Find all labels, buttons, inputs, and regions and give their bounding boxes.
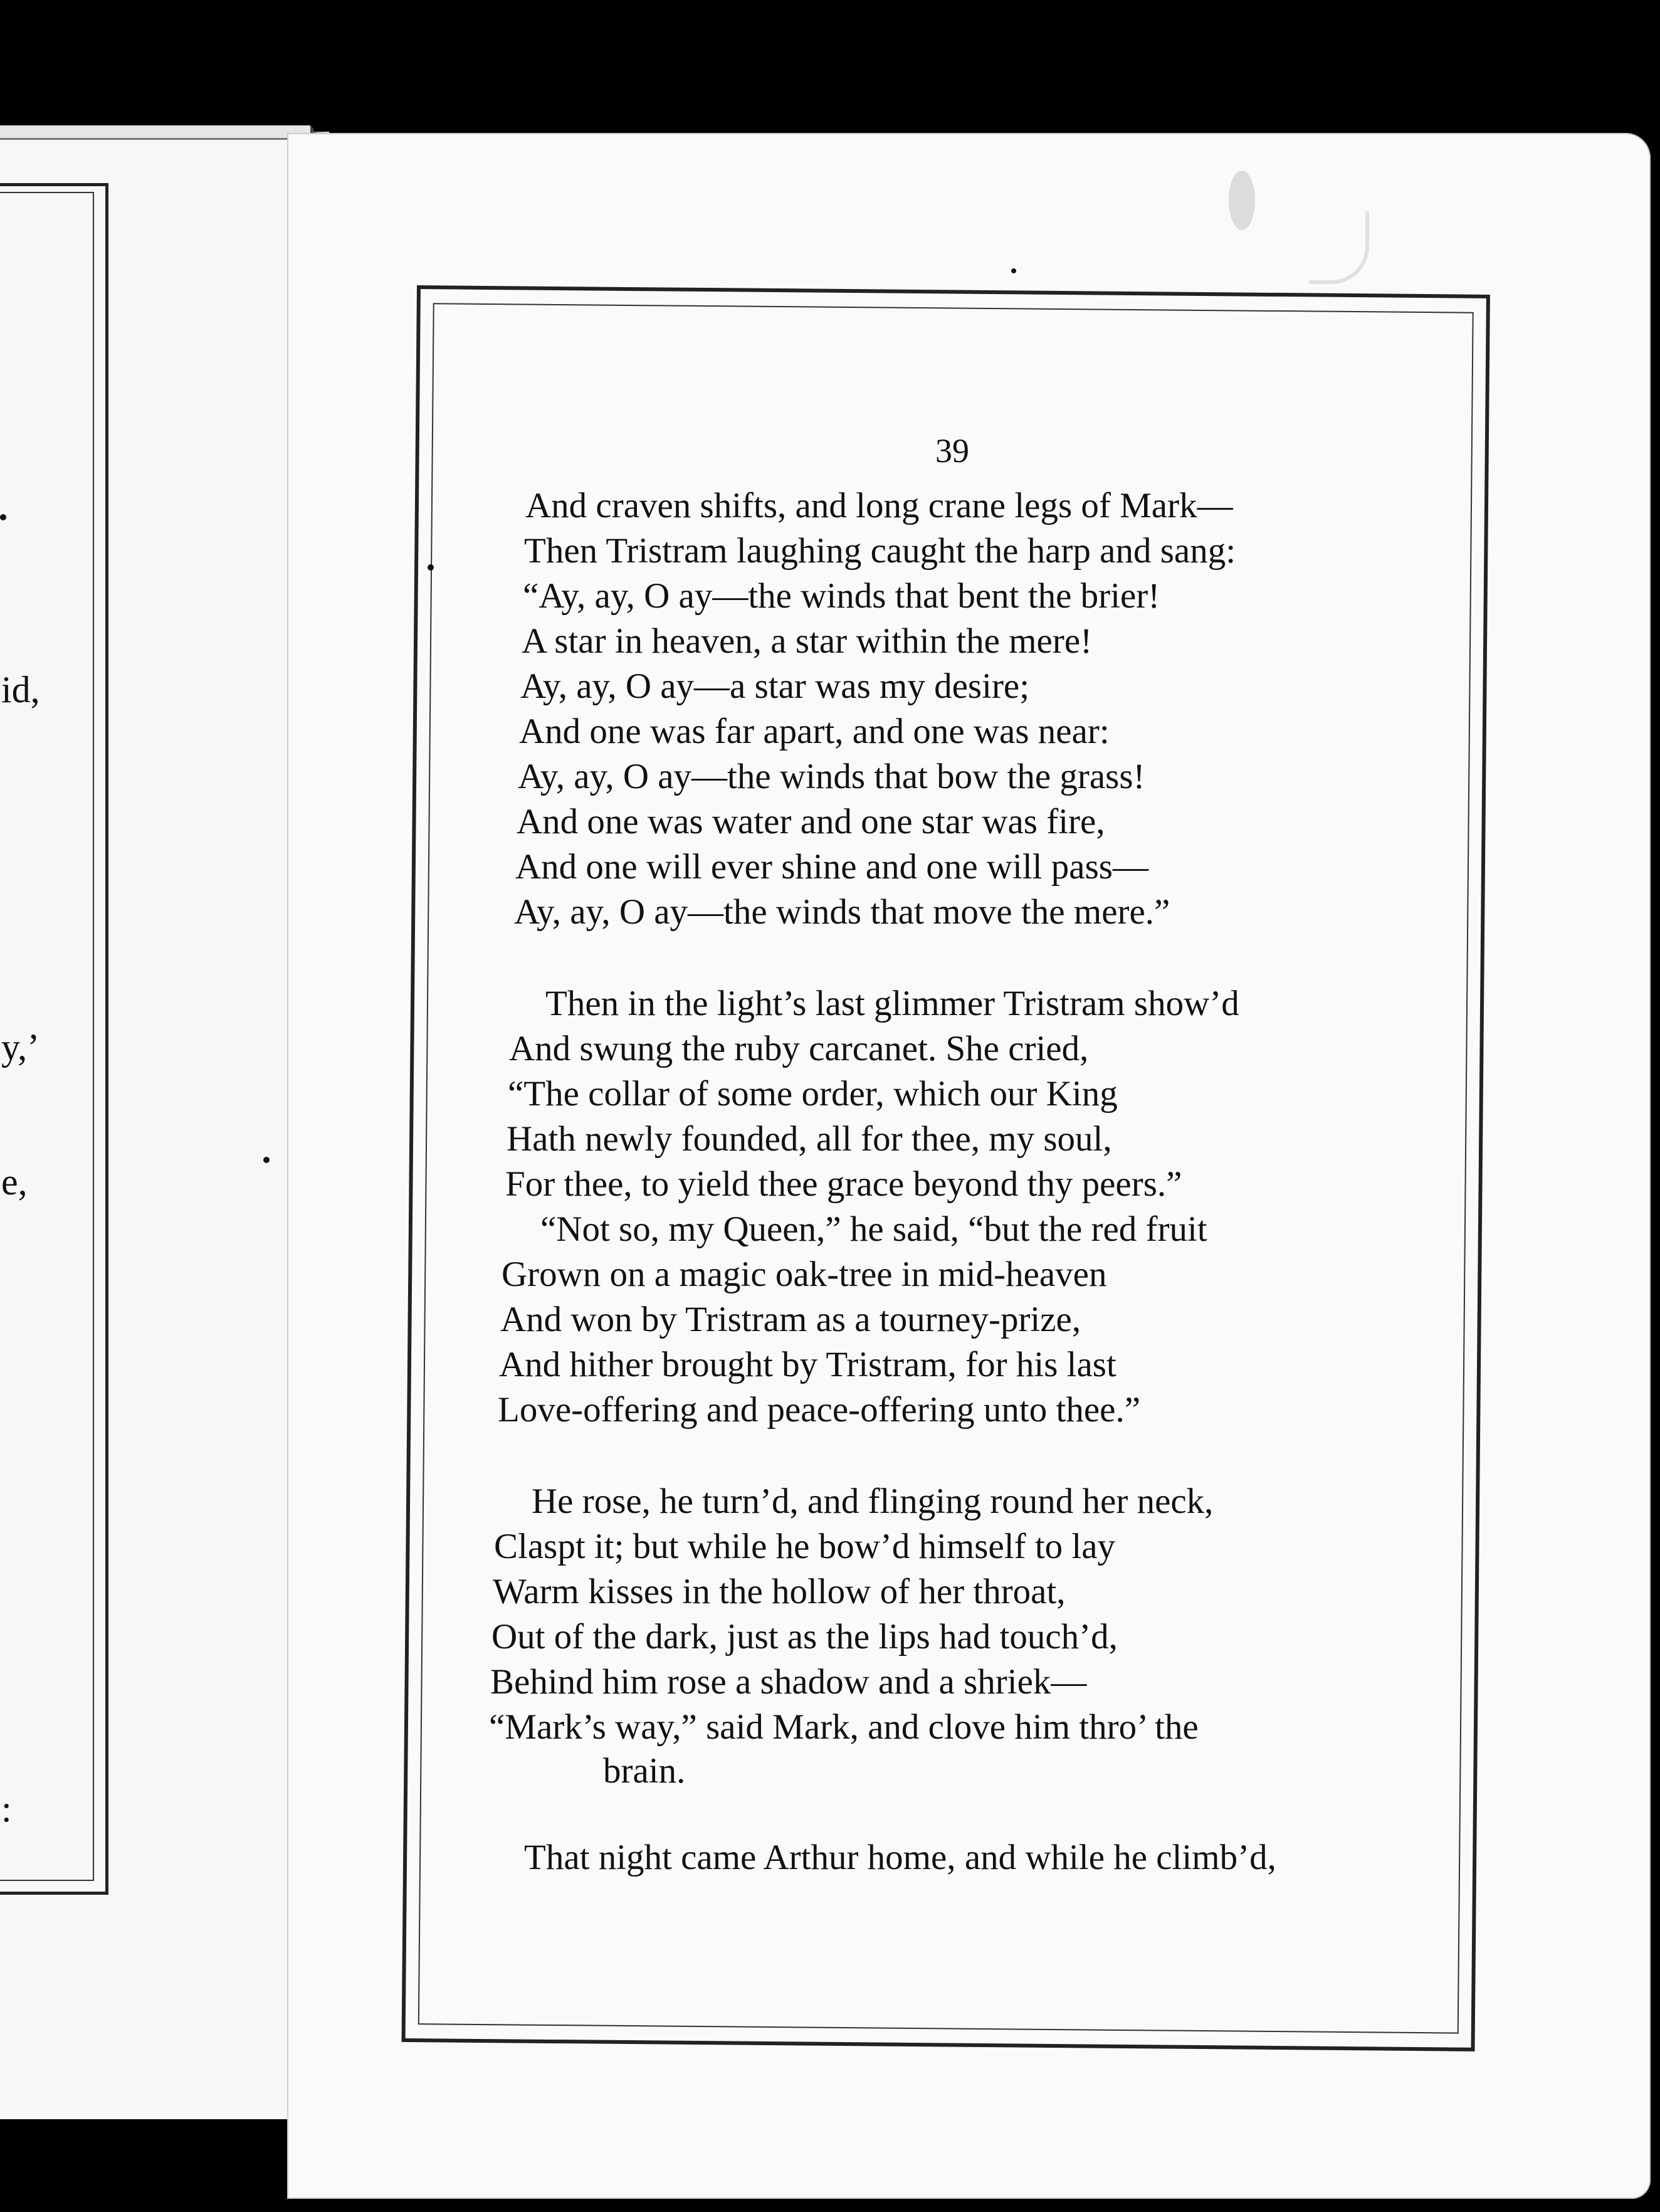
facing-page-text-fragment: e, — [1, 1161, 28, 1203]
poem-line: Ay, ay, O ay—the winds that bow the grass! — [518, 757, 1145, 796]
poem-line: Behind him rose a shadow and a shriek— — [490, 1662, 1087, 1702]
poem-line: And one was water and one star was fire, — [517, 802, 1105, 841]
poem-line: Claspt it; but while he bow’d himself to lay — [494, 1527, 1116, 1566]
poem-line: That night came Arthur home, and while he climb’d, — [524, 1838, 1276, 1877]
facing-page-text-fragment: y,’ — [1, 1026, 40, 1068]
poem-line: And hither brought by Tristram, for his last — [499, 1345, 1116, 1384]
poem-line: Grown on a magic oak-tree in mid-heaven — [502, 1255, 1107, 1294]
facing-page-text-fragment: : — [1, 1788, 12, 1830]
poem-line: And won by Tristram as a tourney-prize, — [500, 1300, 1081, 1339]
poem-line: Ay, ay, O ay—the winds that move the mere.” — [514, 892, 1170, 932]
poem-line: Warm kisses in the hollow of her throat, — [493, 1572, 1066, 1611]
poem-line: And craven shifts, and long crane legs of Mark— — [525, 486, 1233, 525]
poem-line: Then in the light’s last glimmer Tristram show’d — [545, 984, 1239, 1023]
page-number: 39 — [935, 432, 969, 470]
facing-page-text-fragment: id, — [1, 669, 40, 710]
poem-line: And one will ever shine and one will pass— — [515, 847, 1148, 887]
poem-line: “The collar of some order, which our King — [508, 1074, 1118, 1114]
poem-line: “Mark’s way,” said Mark, and clove him thro’ the — [489, 1707, 1199, 1747]
poem-line: For thee, to yield thee grace beyond thy peers.” — [505, 1164, 1182, 1204]
poem-line: Love-offering and peace-offering unto thee.” — [498, 1390, 1140, 1430]
poem-line: Then Tristram laughing caught the harp and sang: — [524, 531, 1236, 571]
poem-line: brain. — [603, 1751, 686, 1791]
poem-line: Hath newly founded, all for thee, my soul, — [507, 1119, 1112, 1159]
poem-line: “Not so, my Queen,” he said, “but the red fruit — [540, 1209, 1207, 1249]
poem-line: He rose, he turn’d, and flinging round her neck, — [532, 1482, 1214, 1521]
poem-line: And one was far apart, and one was near: — [519, 712, 1110, 751]
poem-line: “Ay, ay, O ay—the winds that bent the brier! — [523, 576, 1160, 616]
poem-line: Ay, ay, O ay—a star was my desire; — [520, 666, 1030, 706]
poem-line: Out of the dark, just as the lips had touch’d, — [491, 1617, 1118, 1656]
poem-line: And swung the ruby carcanet. She cried, — [509, 1029, 1089, 1068]
poem-line: A star in heaven, a star within the mere! — [522, 621, 1093, 661]
